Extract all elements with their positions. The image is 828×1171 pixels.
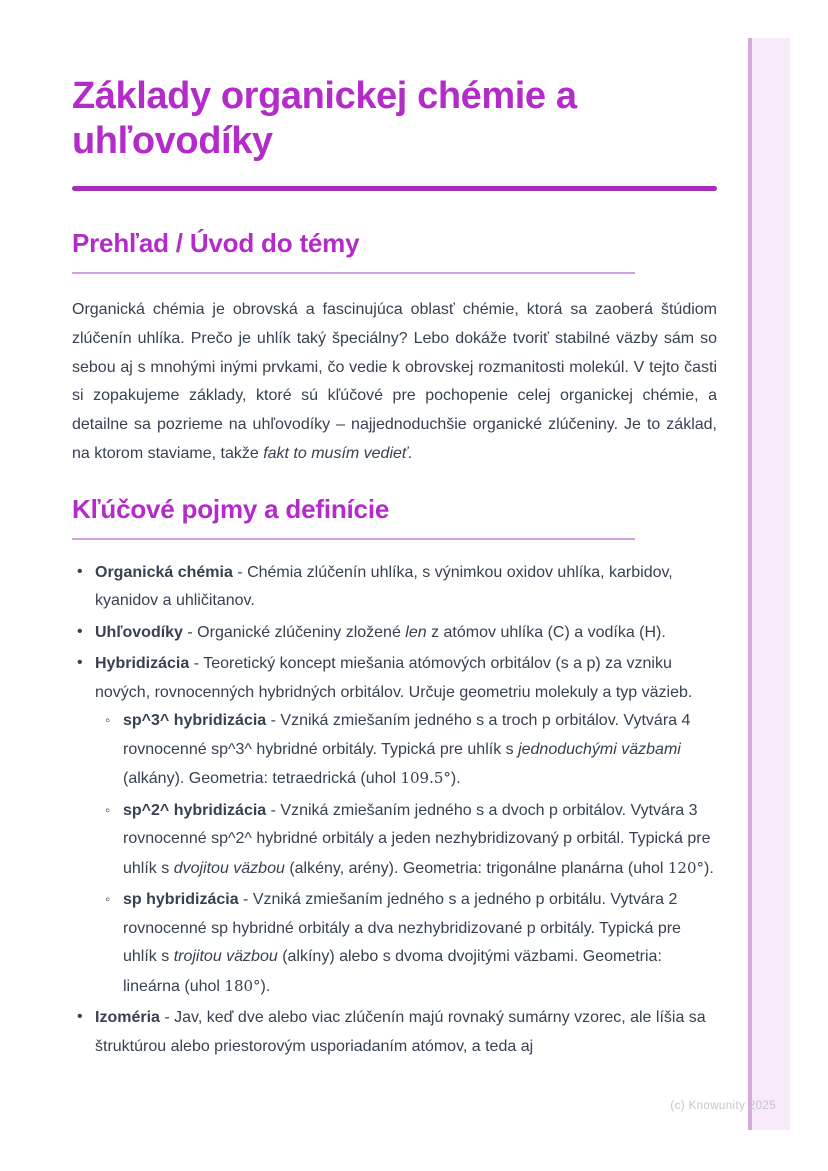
text-run-bold: sp^3^ hybridizácia (123, 712, 267, 730)
text-run-normal: - Organické zlúčeniny zložené (182, 623, 406, 641)
text-run-math: 180° (224, 976, 261, 995)
sub-term-item (95, 797, 717, 884)
text-run-italic: len (405, 623, 427, 641)
text-run-normal: ). (704, 859, 714, 877)
text-run-normal: (alkány). Geometria: tetraedrická (uhol (123, 770, 401, 788)
overview-divider (72, 272, 635, 274)
text-run-italic: trojitou väzbou (173, 948, 278, 966)
key-terms-heading: Kľúčové pojmy a definície (72, 493, 390, 524)
text-run-italic: fakt to musím vedieť (263, 444, 408, 462)
term-item (72, 619, 717, 648)
text-run-italic: dvojitou väzbou (173, 859, 285, 877)
term-item (72, 559, 717, 616)
term-item (72, 1004, 717, 1061)
section-overview (72, 228, 717, 469)
text-run-normal: (alkény, arény). Geometria: trigonálne planárna (uhol (284, 859, 668, 877)
text-run-math: 109.5° (400, 769, 451, 788)
page-title: Základy organickej chémie a uhľovodíky (72, 75, 577, 162)
text-run-math: 120° (667, 858, 705, 877)
sub-term-item (95, 886, 717, 1001)
page-content (72, 0, 717, 1064)
text-run-normal: - Vzniká zmiešaním jedného s a dvoch p orbitálov. Vytvára 3 rovnocenné sp^2^ hybridné orbitály a jeden nezhybridizovaný p orbitál. Typická pre uhlík s (123, 801, 711, 877)
overview-paragraph (72, 296, 717, 469)
title-divider (72, 186, 717, 191)
text-run-bold: Hybridizácia (95, 655, 190, 673)
copyright-watermark: (c) Knowunity 2025 (670, 1100, 776, 1112)
text-run-bold: sp hybridizácia (123, 891, 239, 909)
sub-term-item (95, 707, 717, 794)
terms-list (72, 559, 717, 1062)
text-run-normal: - Chémia zlúčenín uhlíka, s výnimkou oxidov uhlíka, karbidov, kyanidov a uhličitanov. (95, 563, 673, 610)
text-run-normal: - Teoretický koncept miešania atómových orbitálov (s a p) za vzniku nových, rovnocenných hybridných orbitálov. Určuje geometriu molekuly a typ väzieb. (95, 655, 693, 701)
sub-terms-list (95, 707, 717, 1001)
text-run-bold: Organická chémia (95, 563, 233, 581)
text-run-normal: (alkíny) alebo s dvoma dvojitými väzbami. Geometria: lineárna (uhol (123, 948, 662, 995)
text-run-normal: Organická chémia je obrovská a fascinujúca oblasť chémie, ktorá sa zaoberá štúdiom zlúčenín uhlíka. Prečo je uhlík taký špeciálny? Lebo dokáže tvoriť stabilné väzby sám so sebou aj s mnohými inými prvkami, čo vedie k obrovskej rozmanitosti molekúl. V tejto časti si zopakujeme základy, ktoré sú kľúčové pre pochopenie celej organickej chémie, a detailne sa pozrieme na uhľovodíky – najjednoduchšie organické zlúčeniny. Je to základ, na ktorom staviame, takže (72, 301, 717, 462)
decorative-stripe (748, 38, 790, 1130)
text-run-normal: ). (450, 770, 461, 788)
section-key-terms (72, 494, 717, 1062)
text-run-italic: jednoduchými väzbami (518, 740, 681, 758)
overview-heading: Prehľad / Úvod do témy (72, 228, 360, 258)
text-run-normal: - Vzniká zmiešaním jedného s a troch p orbitálov. Vytvára 4 rovnocenné sp^3^ hybridné orbitály. Typická pre uhlík s (123, 712, 691, 758)
text-run-bold: Uhľovodíky (95, 623, 183, 641)
text-run-normal: - Vzniká zmiešaním jedného s a jedného p orbitálu. Vytvára 2 rovnocenné sp hybridné orbitály a dva nezhybridizované p orbitály. Typická pre uhlík s (123, 891, 681, 966)
text-run-bold: Izoméria (95, 1009, 160, 1027)
key-terms-divider (72, 538, 635, 540)
text-run-normal: . (407, 444, 413, 462)
text-run-bold: sp^2^ hybridizácia (123, 801, 267, 819)
text-run-normal: - Jav, keď dve alebo viac zlúčenín majú rovnaký sumárny vzorec, ale líšia sa štruktúrou alebo priestorovým usporiadaním atómov, a teda aj (95, 1009, 706, 1055)
text-run-normal: ). (260, 977, 271, 995)
term-item (72, 650, 717, 1001)
text-run-normal: z atómov uhlíka (C) a vodíka (H). (426, 623, 666, 641)
